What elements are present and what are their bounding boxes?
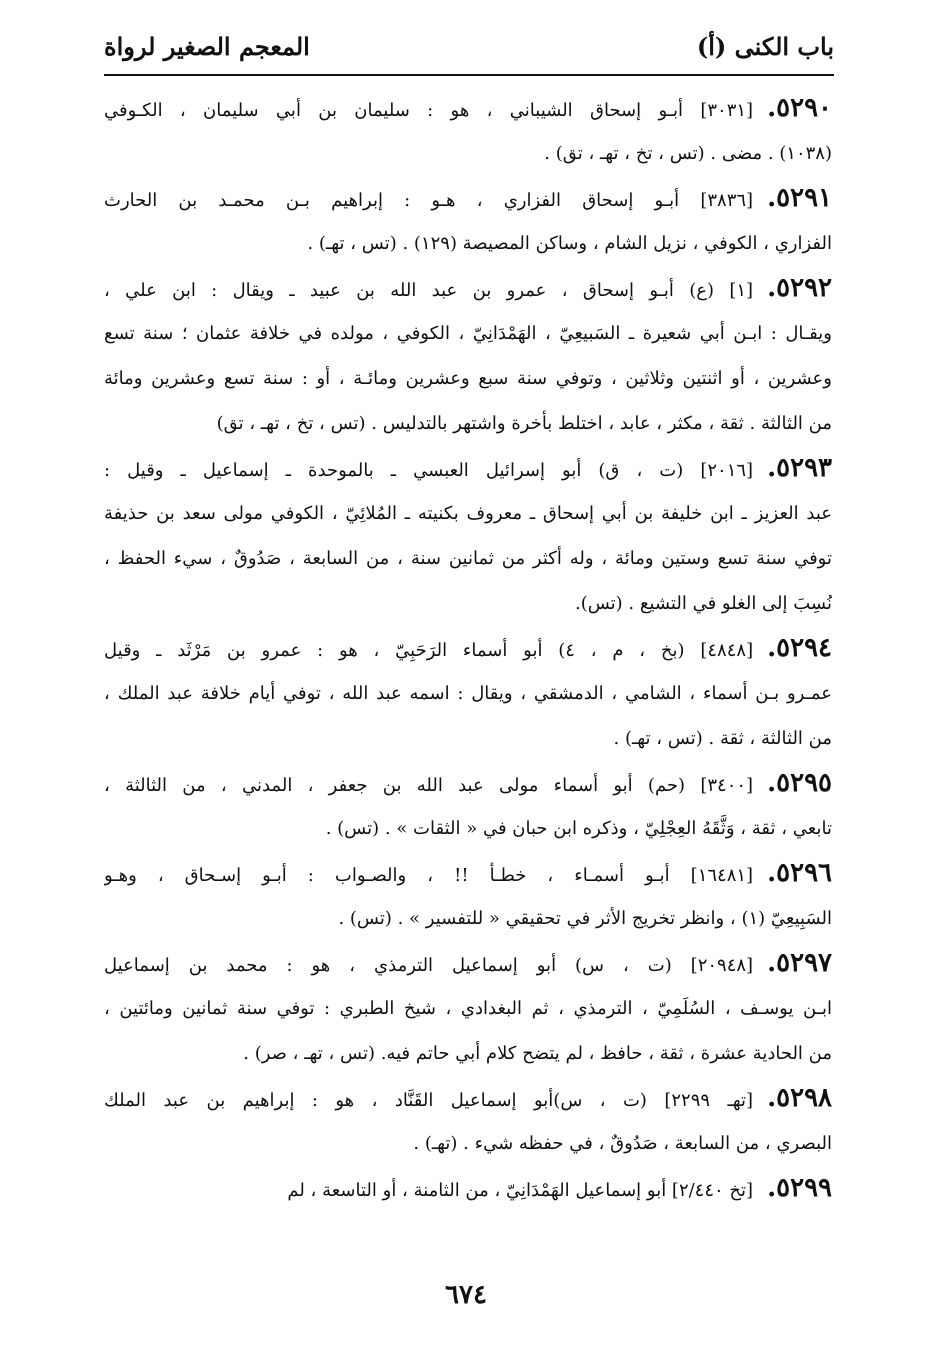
entry-text: [٣٨٣٦] أبـو إسحاق الفزاري ، هـو : إبراهيم بـن محمـد بن الحارث <box>104 190 754 211</box>
entry-line <box>104 896 832 941</box>
entry-number: ٥٢٩٢. <box>767 273 832 303</box>
chapter-title: باب الكنى (أ) <box>696 32 834 61</box>
entry-line <box>104 941 832 986</box>
entry-number: ٥٢٩٤. <box>767 633 832 663</box>
entry-text: [٢٠٩٤٨] (ت ، س) أبو إسماعيل الترمذي ، هو : محمد بن إسماعيل <box>104 955 754 976</box>
entries-list <box>104 86 832 1211</box>
entry-line <box>104 356 832 401</box>
entry <box>104 761 832 851</box>
page-number: ٦٧٤ <box>445 1280 487 1310</box>
entry-line <box>104 1031 832 1076</box>
entry-text: من الحادية عشرة ، ثقة ، حافظ ، لم يتضح كلام أبي حاتم فيه. (تس ، تهـ ، صر) . <box>243 1043 832 1064</box>
entry-text: الفزاري ، الكوفي ، نزيل الشام ، وساكن المصيصة (١٢٩) . (تس ، تهـ) . <box>307 233 832 254</box>
entry-number: ٥٢٩٣. <box>767 453 832 483</box>
entry-line <box>104 446 832 491</box>
entry <box>104 266 832 446</box>
entry-text: تابعي ، ثقة ، وَثَّقَهُ العِجْلِيّ ، وذكره ابن حبان في « الثقات » . (تس) . <box>325 818 832 839</box>
entry-text: عمـرو بـن أسماء ، الشامي ، الدمشقي ، ويقال : اسمه عبد الله ، توفي أيام خلافة عبد الملك ، <box>104 683 832 704</box>
entry-line <box>104 311 832 356</box>
entry-text: من الثالثة ، ثقة . (تس ، تهـ) . <box>613 728 832 749</box>
entry-number: ٥٢٩٦. <box>767 858 832 888</box>
entry <box>104 1166 832 1211</box>
entry-line <box>104 761 832 806</box>
entry <box>104 626 832 761</box>
entry-line <box>104 1121 832 1166</box>
entry-number: ٥٢٩٩. <box>767 1173 832 1203</box>
entry-text: نُسِبَ إلى الغلو في التشيع . (تس). <box>574 593 832 614</box>
entry-text: من الثالثة . ثقة ، مكثر ، عابد ، اختلط بأخرة واشتهر بالتدليس . (تس ، تخ ، تهـ ، تق) <box>216 413 832 434</box>
entry-number: ٥٢٩١. <box>767 183 832 213</box>
entry-text: [١٦٤٨١] أبـو أسمـاء ، خطـأ !! ، والصـواب : أبـو إسـحاق ، وهـو <box>104 865 754 886</box>
entry <box>104 86 832 176</box>
entry-line <box>104 221 832 266</box>
entry-line <box>104 401 832 446</box>
entry-line <box>104 536 832 581</box>
entry-line <box>104 986 832 1031</box>
entry-number: ٥٢٩٧. <box>767 948 832 978</box>
entry <box>104 941 832 1076</box>
entry-line <box>104 1166 832 1211</box>
entry-line <box>104 716 832 761</box>
entry <box>104 446 832 626</box>
entry-line <box>104 131 832 176</box>
entry-line <box>104 671 832 716</box>
entry-text: توفي سنة تسع وستين ومائة ، وله أكثر من ثمانين سنة ، من السابعة ، صَدُوقٌ ، سيء الحفظ ، <box>104 548 832 569</box>
entry-text: [٢٠١٦] (ت ، ق) أبو إسرائيل العبسي ـ بالموحدة ـ إسماعيل ـ وقيل : <box>104 460 754 481</box>
entry-line <box>104 851 832 896</box>
entry <box>104 176 832 266</box>
entry-text: ابـن يوسـف ، السُلَمِيّ ، الترمذي ، ثم البغدادي ، شيخ الطبري : توفي سنة ثمانين ومائتين ، <box>104 998 832 1019</box>
entry-text: (١٠٣٨) . مضى . (تس ، تخ ، تهـ ، تق) . <box>544 143 832 164</box>
entry-line <box>104 626 832 671</box>
entry <box>104 851 832 941</box>
entry-number: ٥٢٩٨. <box>767 1083 832 1113</box>
entry-line <box>104 581 832 626</box>
entry-number: ٥٢٩٠. <box>767 93 832 123</box>
entry-line <box>104 491 832 536</box>
entry-line <box>104 176 832 221</box>
entry-text: [١] (ع) أبـو إسحاق ، عمرو بن عبد الله بن عبيد ـ ويقال : ابن علي ، <box>104 280 754 301</box>
entry-text: وعشرين ، أو اثنتين وثلاثين ، وتوفي سنة سبع وعشرين ومائـة ، أو : سنة تسع وعشرين ومائة <box>104 368 832 389</box>
entry-text: ويقـال : ابـن أبي شعيرة ـ السَبيعِيّ ، الهَمْدَانِيّ ، الكوفي ، مولده في خلافة عثمان ؛ سنة تسع <box>104 323 832 344</box>
entry-text: [٣٤٠٠] (حم) أبو أسماء مولى عبد الله بن جعفر ، المدني ، من الثالثة ، <box>104 775 754 796</box>
entry-text: [٤٨٤٨] (بخ ، م ، ٤) أبو أسماء الرَحَبِيّ ، هو : عمرو بن مَرْثَد ـ وقيل <box>104 640 754 661</box>
entry-line <box>104 86 832 131</box>
entry-line <box>104 806 832 851</box>
entry-text: عبد العزيز ـ ابن خليفة بن أبي إسحاق ـ معروف بكنيته ـ المُلائِيّ ، الكوفي مولى سعد بن حذيفة <box>104 503 832 524</box>
entry-line <box>104 1076 832 1121</box>
entry-text: البصري ، من السابعة ، صَدُوقٌ ، في حفظه شيء . (تهـ) . <box>413 1133 832 1154</box>
entry-number: ٥٢٩٥. <box>767 768 832 798</box>
entry-text: [٣٠٣١] أبـو إسحاق الشيباني ، هو : سليمان بن أبي سليمان ، الكـوفي <box>104 100 754 121</box>
header-divider <box>104 74 834 76</box>
entry-line <box>104 266 832 311</box>
entry-text: [تهـ ٢٢٩٩] (ت ، س)أبو إسماعيل القَنَّاد ، هو : إبراهيم بن عبد الملك <box>104 1090 754 1111</box>
book-title: المعجم الصغير لرواة <box>104 32 310 61</box>
entry <box>104 1076 832 1166</box>
running-header <box>104 26 834 72</box>
entry-text: السَبِيعِيّ (١) ، وانظر تخريج الأثر في تحقيقي « للتفسير » . (تس) . <box>338 908 832 929</box>
entry-text: [تخ ٢/٤٤٠] أبو إسماعيل الهَمْدَانِيّ ، من الثامنة ، أو التاسعة ، لم <box>287 1180 754 1201</box>
